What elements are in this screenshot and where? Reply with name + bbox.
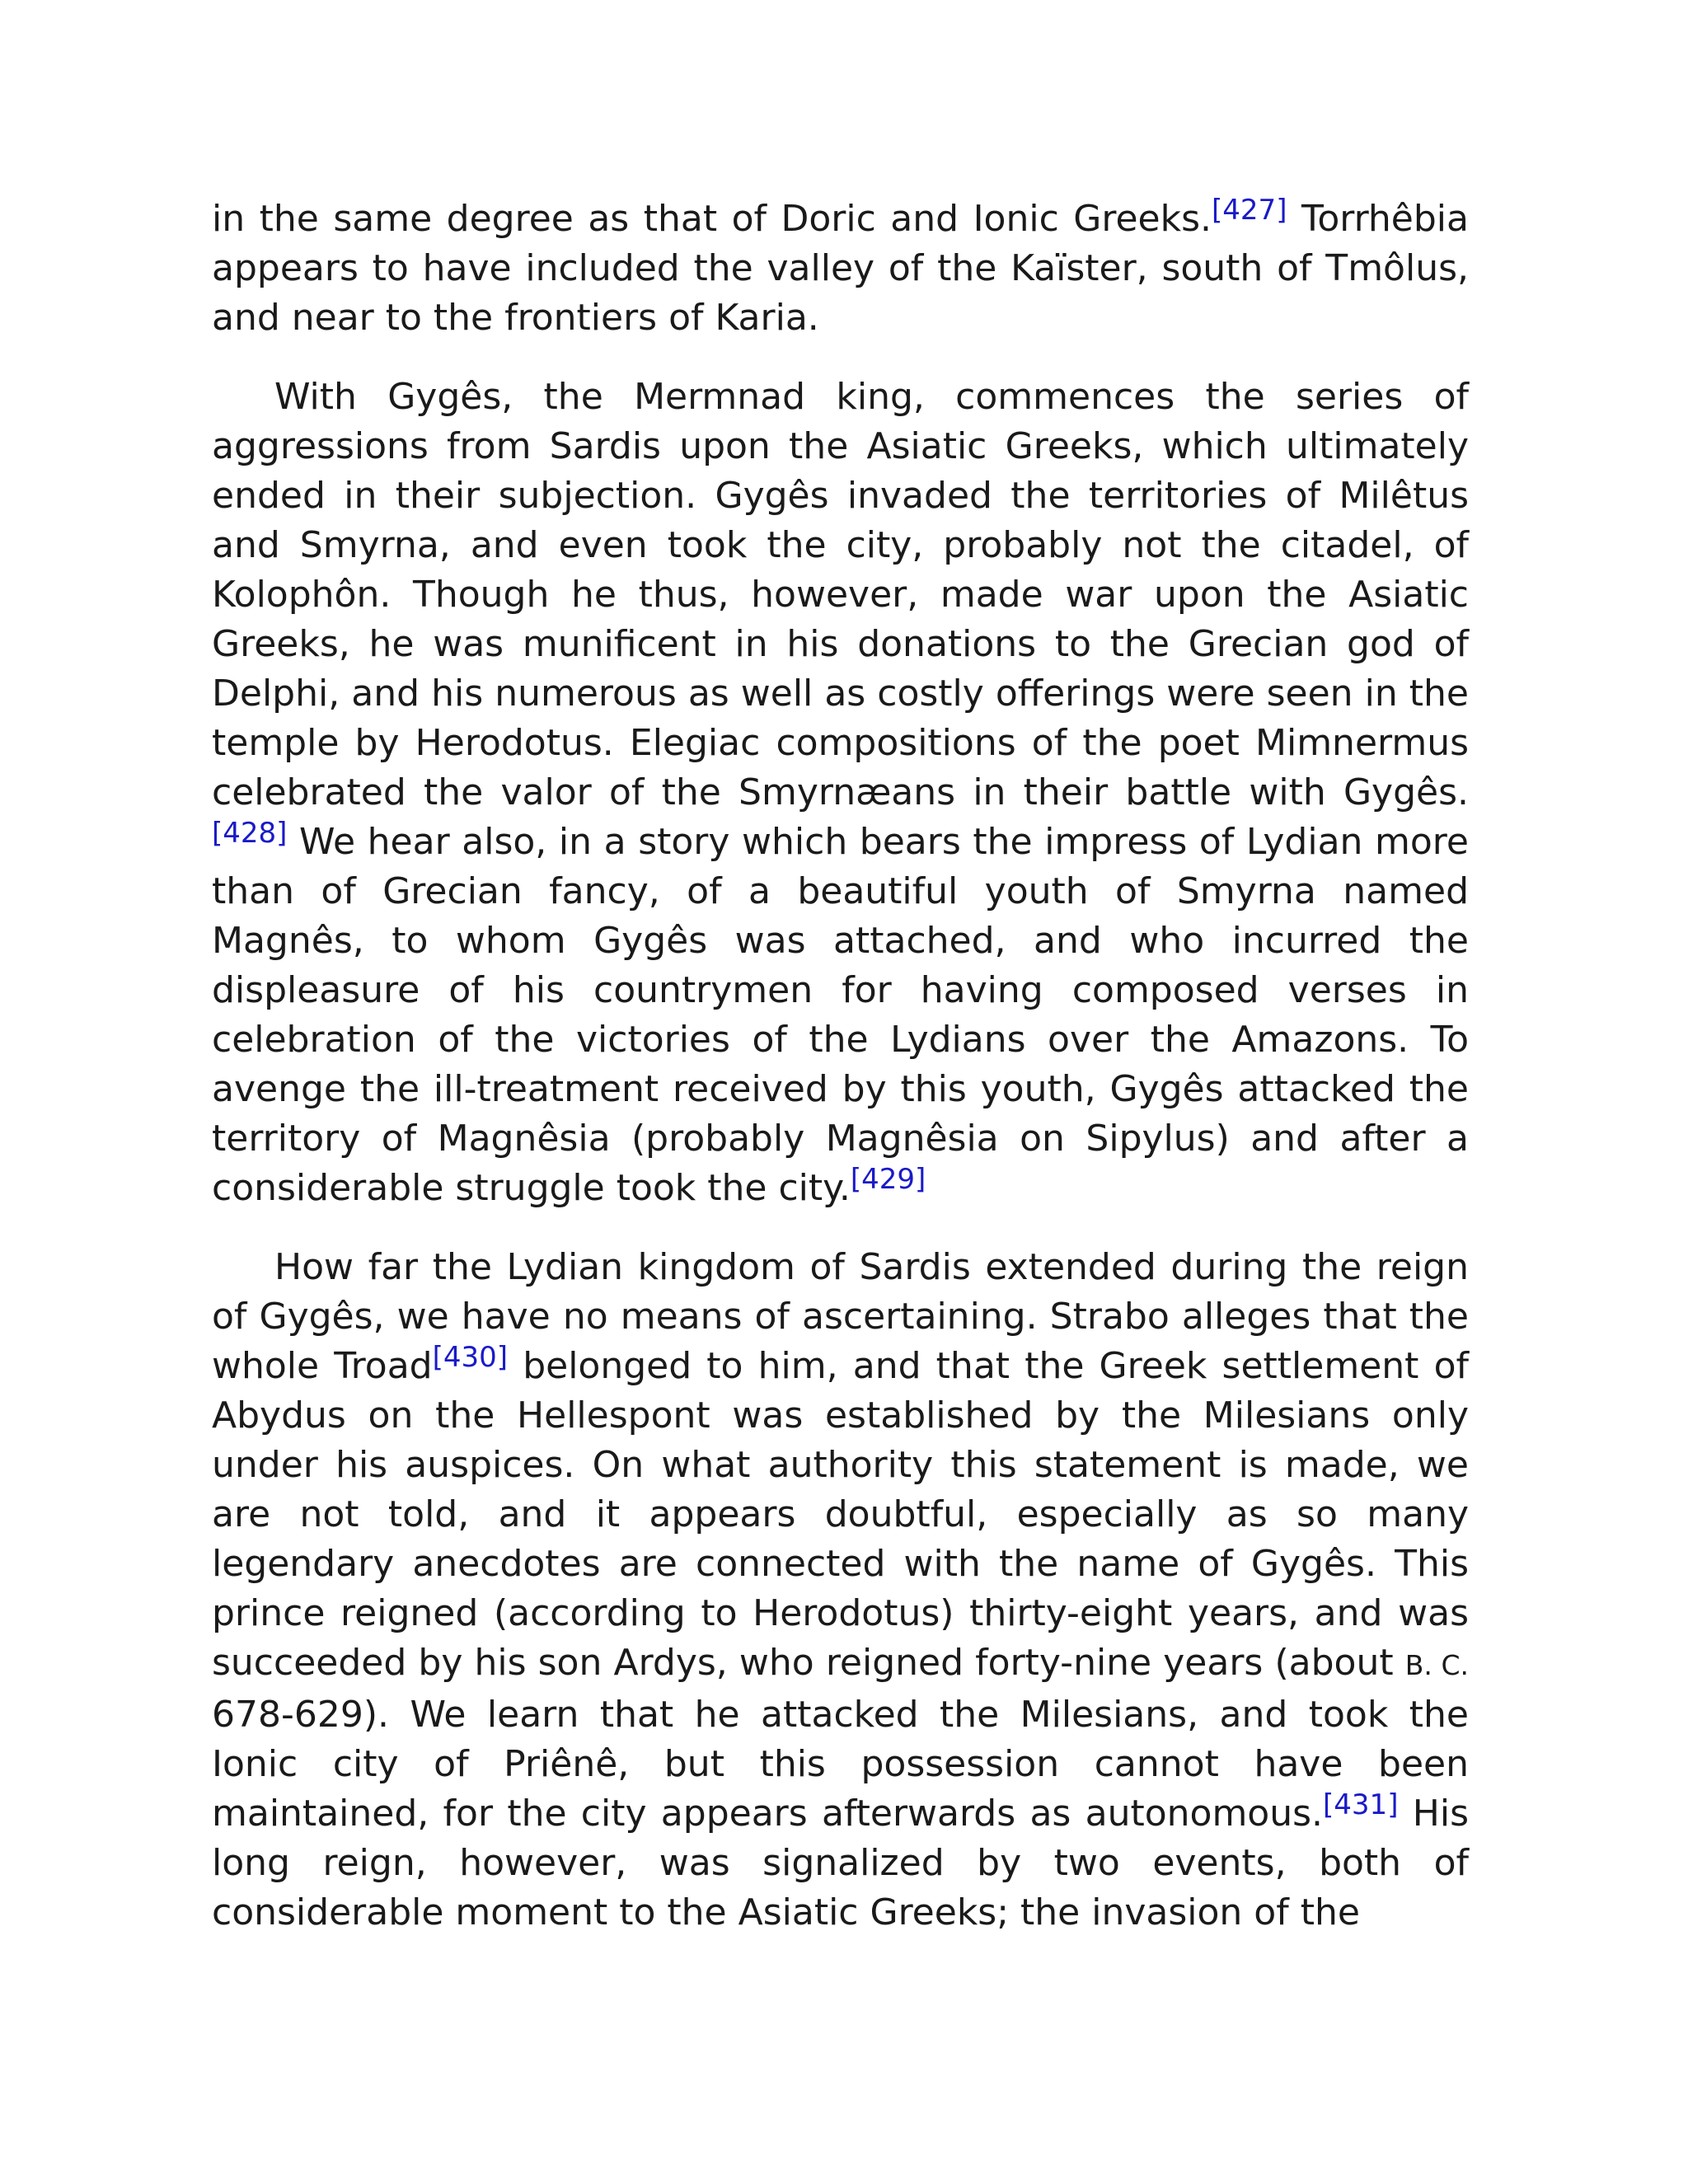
paragraph bbox=[212, 194, 1469, 343]
text-run: 678-629). We learn that he attacked the Milesians, and took the Ionic city of Priênê, but this possession cannot have been maintained, for the city appears afterwards as autonomous. bbox=[212, 1694, 1469, 1835]
footnote-link[interactable]: [429] bbox=[850, 1163, 926, 1196]
text-run: in the same degree as that of Doric and Ionic Greeks. bbox=[212, 198, 1212, 240]
text-run: With Gygês, the Mermnad king, commences the series of aggressions from Sardis upon the Asiatic Greeks, which ultimately ended in their subjection. Gygês invaded the territories of Milêtus and Smyrna, and even took the city, probably not the citadel, of Kolophôn. Though he thus, however, made war upon the Asiatic Greeks, he was munificent in his donations to the Grecian god of Delphi, and his numerous as well as costly offerings were seen in the temple by Herodotus. Elegiac compositions of the poet Mimnermus celebrated the valor of the Smyrnæans in their battle with Gygês. bbox=[212, 376, 1469, 813]
small-caps-text: B. C. bbox=[1404, 1649, 1469, 1681]
text-run: Torrhêbia appears to have included the valley of the Kaïster, south of Tmôlus, and near to the frontiers of Karia. bbox=[212, 198, 1469, 339]
footnote-link[interactable]: [430] bbox=[432, 1341, 509, 1374]
page-body bbox=[212, 194, 1469, 1967]
paragraph bbox=[212, 1243, 1469, 1938]
text-run: His long reign, however, was signalized by two events, both of considerable moment to the Asiatic Greeks; the invasion of the bbox=[212, 1793, 1469, 1933]
text-run: How far the Lydian kingdom of Sardis extended during the reign of Gygês, we have no means of ascertaining. Strabo alleges that the whole Troad bbox=[212, 1246, 1469, 1387]
text-run: We hear also, in a story which bears the impress of Lydian more than of Grecian fancy, of a beautiful youth of Smyrna named Magnês, to whom Gygês was attached, and who incurred the displeasure of his countrymen for having composed verses in celebration of the victories of the Lydians over the Amazons. To avenge the ill-treatment received by this youth, Gygês attacked the territory of Magnêsia (probably Magnêsia on Sipylus) and after a considerable struggle took the city. bbox=[212, 821, 1469, 1209]
footnote-link[interactable]: [431] bbox=[1323, 1788, 1399, 1821]
footnote-link[interactable]: [428] bbox=[212, 817, 288, 850]
footnote-link[interactable]: [427] bbox=[1212, 194, 1287, 227]
paragraph bbox=[212, 373, 1469, 1213]
text-run: belonged to him, and that the Greek settlement of Abydus on the Hellespont was established by the Milesians only under his auspices. On what authority this statement is made, we are not told, and it appears doubtful, especially as so many legendary anecdotes are connected with the name of Gygês. This prince reigned (according to Herodotus) thirty-eight years, and was succeeded by his son Ardys, who reigned forty-nine years (about bbox=[212, 1345, 1469, 1684]
